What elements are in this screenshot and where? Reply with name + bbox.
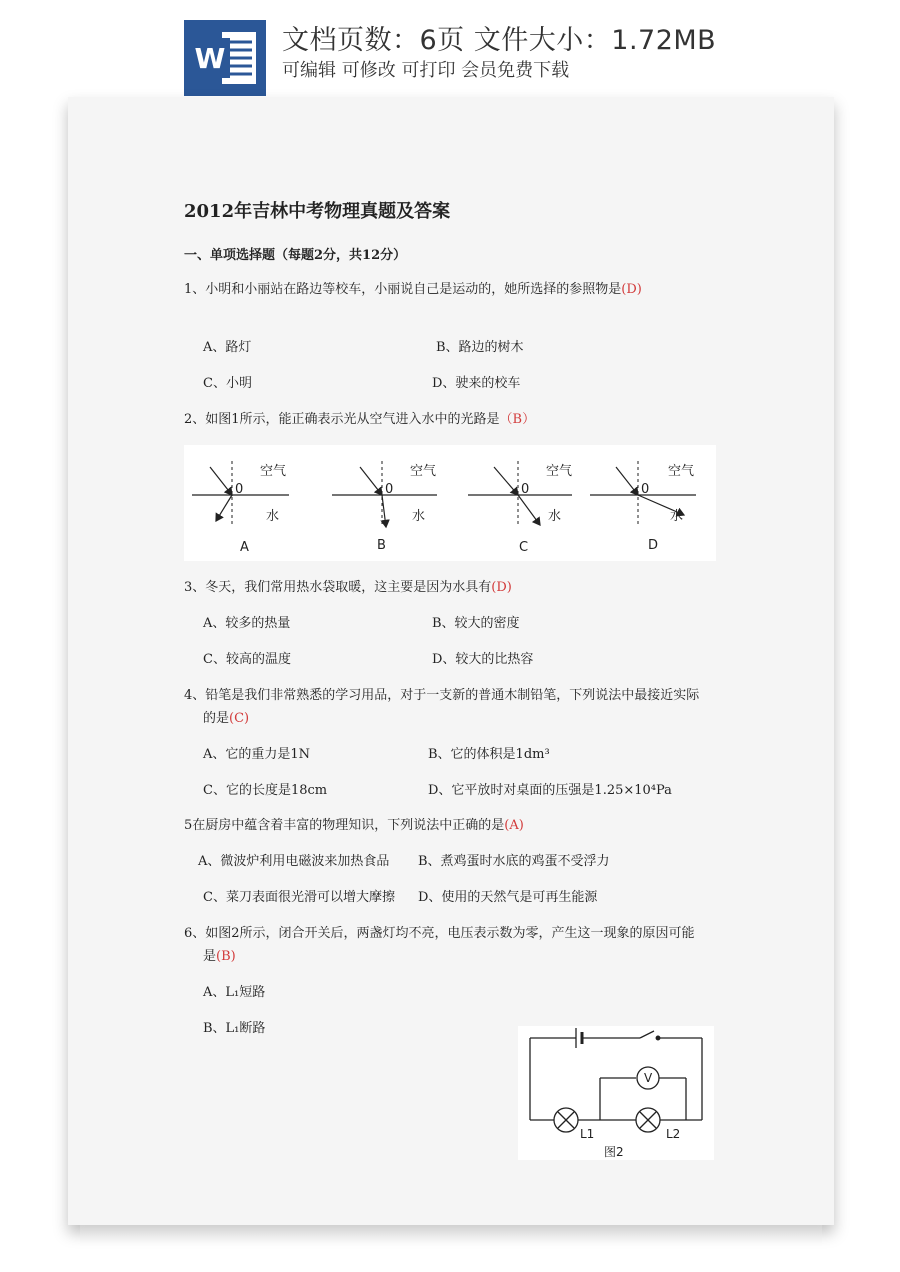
document-title: 2012年吉林中考物理真题及答案 [184,201,451,222]
svg-text:0: 0 [521,482,530,497]
question-1 [184,280,642,300]
q1-option-b: B、路边的树木 [436,340,524,355]
question-5 [184,816,524,836]
question-6-text: 6、如图2所示，闭合开关后，两盏灯均不亮，电压表示数为零，产生这一现象的原因可能 [184,926,695,941]
figure-2-caption: 图2 [604,1145,624,1159]
file-info-title: 文档页数：6页 文件大小：1.72MB [282,25,717,56]
q6-option-b: B、L₁断路 [203,1021,266,1036]
figure-1-panel-b [332,461,437,553]
q4-option-a: A、它的重力是1N [203,747,311,762]
svg-text:0: 0 [385,482,394,497]
question-6-answer: (B) [216,949,236,964]
svg-text:水: 水 [412,509,426,524]
question-5-answer: (A) [504,818,524,833]
svg-text:0: 0 [235,482,244,497]
q3-option-a: A、较多的热量 [203,616,291,631]
q4-option-c: C、它的长度是18cm [203,783,328,798]
figure-1-label-a: A [240,540,249,555]
question-4-answer: (C) [229,711,250,726]
q5-option-b: B、煮鸡蛋时水底的鸡蛋不受浮力 [418,854,610,869]
question-3 [184,578,512,598]
svg-text:水: 水 [670,509,684,524]
voltmeter-label: V [644,1071,653,1085]
q3-option-d: D、较大的比热容 [432,652,534,667]
question-3-answer: (D) [491,580,512,595]
question-2 [184,410,535,430]
lamp-l1-label: L1 [580,1127,595,1141]
q4-option-d: D、它平放时对桌面的压强是1.25×10⁴Pa [428,783,672,798]
question-1-text: 1、小明和小丽站在路边等校车，小丽说自己是运动的，她所选择的参照物是 [184,282,622,297]
q5-option-d: D、使用的天然气是可再生能源 [418,890,598,905]
svg-text:水: 水 [266,509,280,524]
question-2-answer: （B） [499,412,536,427]
figure-2-circuit [518,1026,714,1160]
q3-option-b: B、较大的密度 [432,616,520,631]
question-4-text: 4、铅笔是我们非常熟悉的学习用品，对于一支新的普通木制铅笔，下列说法中最接近实际 [184,688,700,703]
q3-option-c: C、较高的温度 [203,652,291,667]
figure-1-panel-c [468,461,572,555]
figure-1-label-b: B [377,538,386,553]
section-heading: 一、单项选择题（每题2分，共12分） [184,248,407,263]
q1-option-d: D、驶来的校车 [432,376,521,391]
q1-option-a: A、路灯 [203,340,252,355]
question-3-text: 3、冬天，我们常用热水袋取暖，这主要是因为水具有 [184,580,492,595]
svg-text:水: 水 [548,509,562,524]
svg-text:空气: 空气 [546,464,573,479]
lamp-l2-label: L2 [666,1127,681,1141]
q6-option-a: A、L₁短路 [203,985,266,1000]
q5-option-c: C、菜刀表面很光滑可以增大摩擦 [203,890,395,905]
svg-text:空气: 空气 [260,464,287,479]
question-4-line2: 的是(C) [203,711,250,726]
word-file-icon [184,20,266,96]
svg-text:0: 0 [641,482,650,497]
figure-1-light-refraction [184,445,716,561]
question-1-answer: (D) [621,282,642,297]
question-2-text: 2、如图1所示，能正确表示光从空气进入水中的光路是 [184,412,500,427]
logo-letter: W [194,42,226,75]
question-5-text: 5在厨房中蕴含着丰富的物理知识，下列说法中正确的是 [184,818,505,833]
q1-option-c: C、小明 [203,376,252,391]
file-info-subtitle: 可编辑 可修改 可打印 会员免费下载 [282,60,570,81]
q5-option-a: A、微波炉利用电磁波来加热食品 [198,854,390,869]
svg-text:空气: 空气 [668,464,695,479]
figure-1-label-c: C [519,540,529,555]
q4-option-b: B、它的体积是1dm³ [428,747,550,762]
figure-1-panel-a [192,461,289,555]
figure-1-label-d: D [648,538,659,553]
figure-1-panel-d [590,461,696,553]
page-shadow [80,1225,822,1247]
svg-text:空气: 空气 [410,464,437,479]
question-6-line2: 是(B) [203,949,236,964]
